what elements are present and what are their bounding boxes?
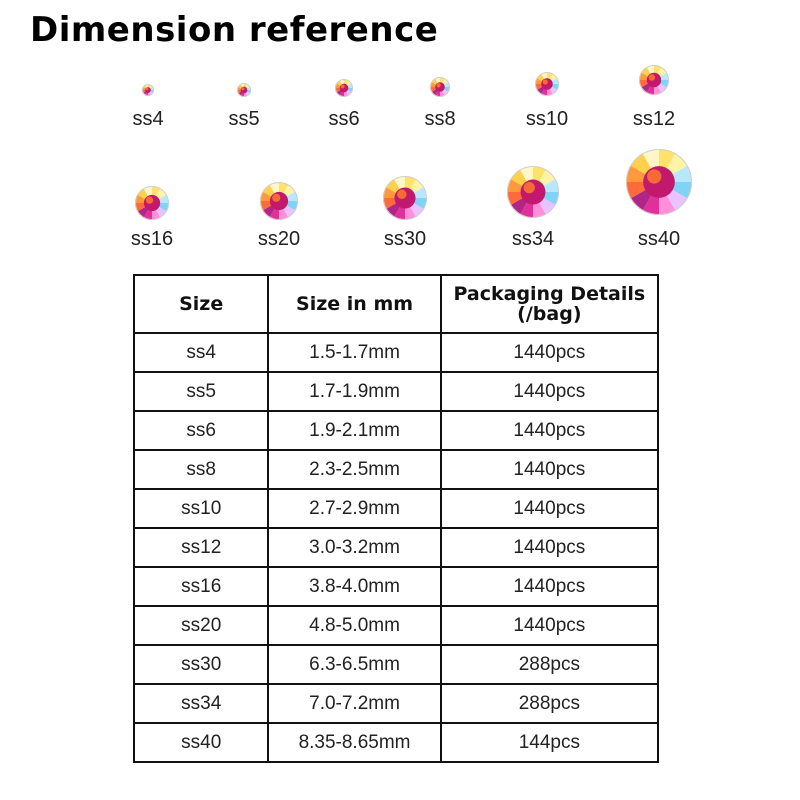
- cell-size: ss20: [134, 606, 268, 645]
- cell-size: ss40: [134, 723, 268, 762]
- rhinestone-ss5-image: [237, 83, 251, 97]
- table-row: [134, 528, 658, 567]
- gem-size-label: ss8: [424, 108, 456, 130]
- cell-size: ss12: [134, 528, 268, 567]
- cell-size-mm: 4.8-5.0mm: [268, 606, 440, 645]
- gem-size-label: ss34: [511, 228, 555, 250]
- gem-size-label: ss20: [257, 228, 301, 250]
- cell-size-mm: 2.3-2.5mm: [268, 450, 440, 489]
- header-packaging-label: Packaging Details: [453, 283, 646, 305]
- cell-size: ss10: [134, 489, 268, 528]
- table-row: [134, 723, 658, 762]
- table-row: [134, 333, 658, 372]
- rhinestone-ss40-image: [626, 149, 692, 215]
- cell-size: ss16: [134, 567, 268, 606]
- rhinestone-ss4-image: [142, 84, 154, 96]
- cell-packaging: 288pcs: [441, 684, 658, 723]
- rhinestone-ss6-image: [335, 79, 353, 97]
- header-packaging: [441, 275, 658, 333]
- header-size: Size: [134, 275, 268, 333]
- cell-size: ss4: [134, 333, 268, 372]
- gem-size-label: ss5: [228, 108, 260, 130]
- table-row: [134, 372, 658, 411]
- gem-size-label: ss12: [632, 108, 676, 130]
- rhinestone-ss10-image: [535, 72, 559, 96]
- gem-size-label: ss4: [132, 108, 164, 130]
- cell-size: ss34: [134, 684, 268, 723]
- cell-size-mm: 1.5-1.7mm: [268, 333, 440, 372]
- cell-packaging: 1440pcs: [441, 489, 658, 528]
- cell-size: ss8: [134, 450, 268, 489]
- gem-size-label: ss30: [383, 228, 427, 250]
- gem-size-label: ss40: [637, 228, 681, 250]
- gem-size-label: ss6: [328, 108, 360, 130]
- rhinestone-ss12-image: [639, 65, 669, 95]
- rhinestone-ss8-image: [430, 77, 450, 97]
- cell-size-mm: 2.7-2.9mm: [268, 489, 440, 528]
- table-row: [134, 684, 658, 723]
- cell-size-mm: 3.8-4.0mm: [268, 567, 440, 606]
- rhinestone-ss20-image: [260, 182, 298, 220]
- cell-size-mm: 1.9-2.1mm: [268, 411, 440, 450]
- table-row: [134, 606, 658, 645]
- cell-packaging: 1440pcs: [441, 528, 658, 567]
- rhinestone-ss30-image: [383, 176, 427, 220]
- cell-packaging: 1440pcs: [441, 372, 658, 411]
- dimension-table: [133, 274, 659, 763]
- table-row: [134, 567, 658, 606]
- rhinestone-ss34-image: [507, 166, 559, 218]
- cell-packaging: 1440pcs: [441, 567, 658, 606]
- table-row: [134, 411, 658, 450]
- cell-packaging: 144pcs: [441, 723, 658, 762]
- cell-size-mm: 3.0-3.2mm: [268, 528, 440, 567]
- page-title: Dimension reference: [30, 10, 439, 50]
- cell-size-mm: 7.0-7.2mm: [268, 684, 440, 723]
- cell-packaging: 288pcs: [441, 645, 658, 684]
- cell-packaging: 1440pcs: [441, 606, 658, 645]
- cell-size: ss6: [134, 411, 268, 450]
- cell-size-mm: 8.35-8.65mm: [268, 723, 440, 762]
- table-row: [134, 489, 658, 528]
- header-packaging-unit: (/bag): [517, 303, 582, 325]
- table-header-row: [134, 275, 658, 333]
- cell-size-mm: 6.3-6.5mm: [268, 645, 440, 684]
- header-size-mm: Size in mm: [268, 275, 440, 333]
- cell-size: ss30: [134, 645, 268, 684]
- table-row: [134, 450, 658, 489]
- table-row: [134, 645, 658, 684]
- gem-size-label: ss10: [525, 108, 569, 130]
- cell-size-mm: 1.7-1.9mm: [268, 372, 440, 411]
- cell-packaging: 1440pcs: [441, 411, 658, 450]
- cell-packaging: 1440pcs: [441, 450, 658, 489]
- cell-packaging: 1440pcs: [441, 333, 658, 372]
- rhinestone-ss16-image: [135, 186, 169, 220]
- gem-size-label: ss16: [130, 228, 174, 250]
- cell-size: ss5: [134, 372, 268, 411]
